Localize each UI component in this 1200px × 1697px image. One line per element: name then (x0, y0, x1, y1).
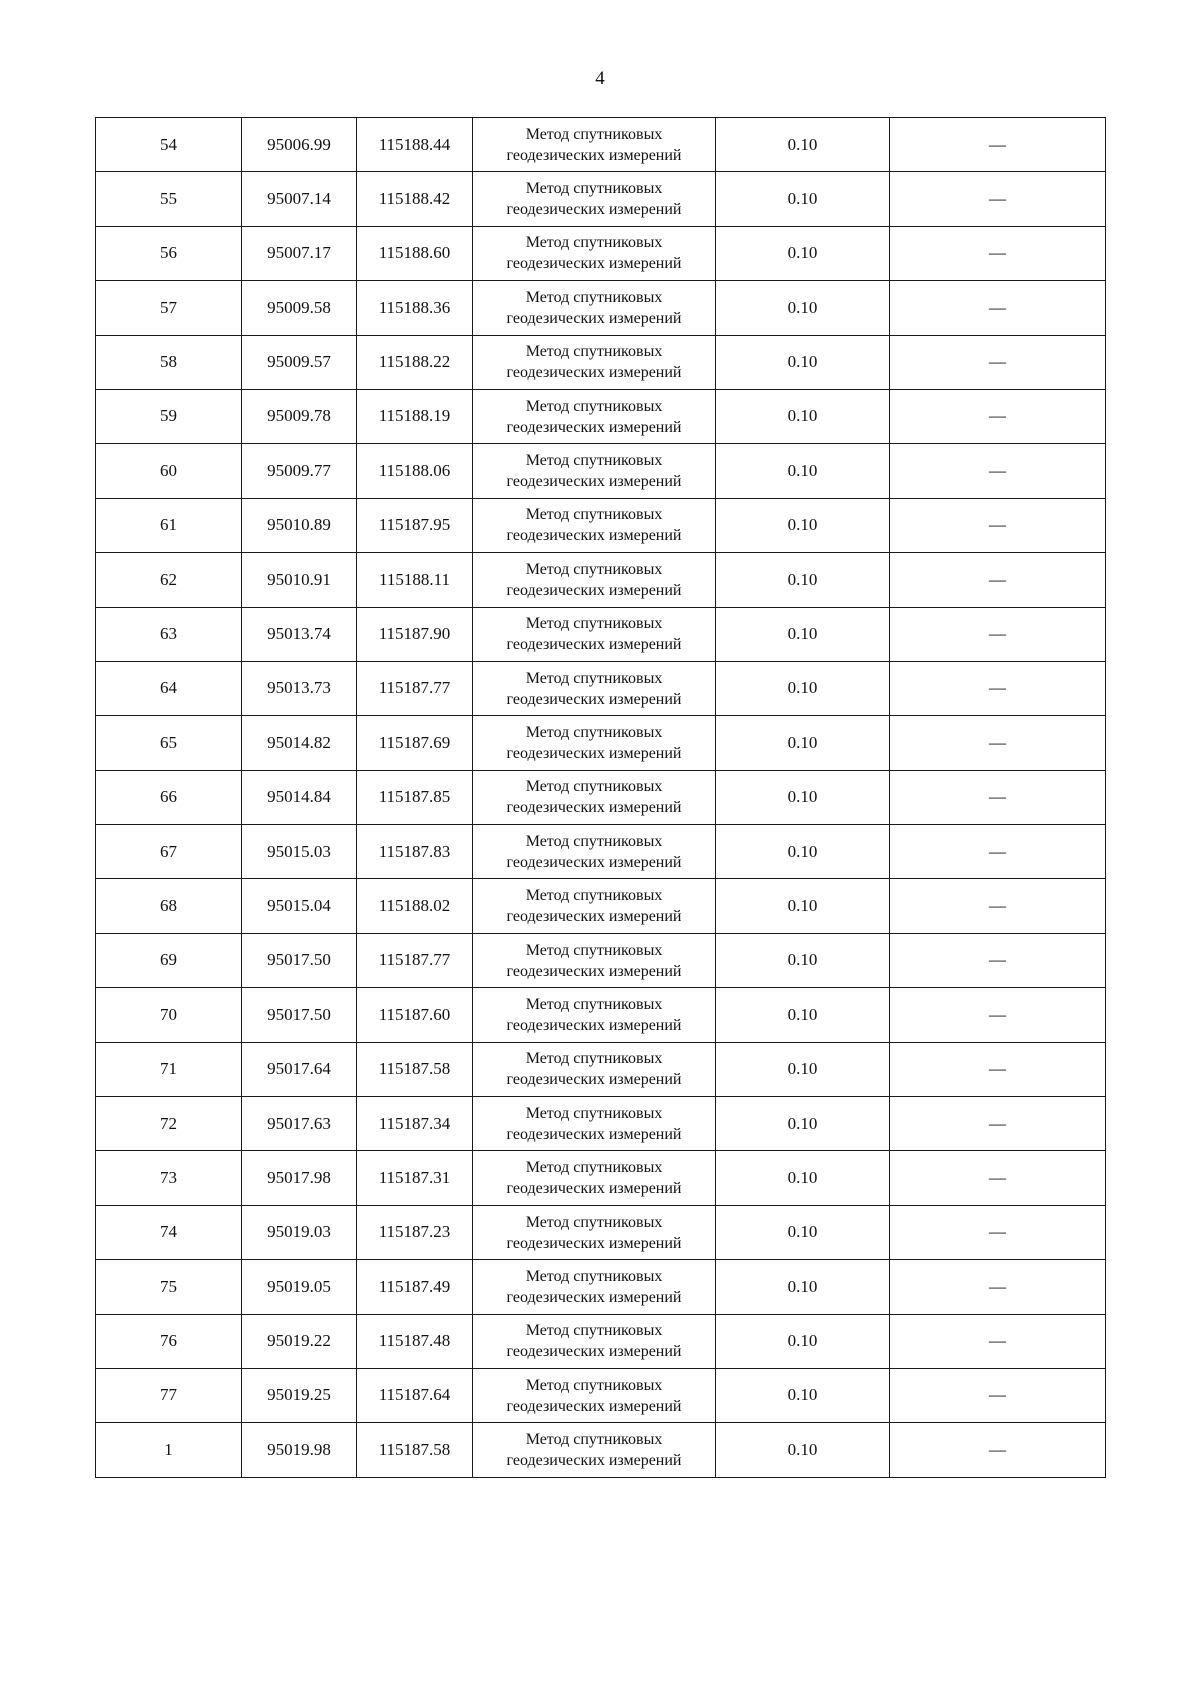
table-row (96, 281, 1106, 335)
method-cell (473, 498, 716, 552)
method-line-2: геодезических измерений (506, 799, 682, 817)
method-line-2: геодезических измерений (506, 908, 682, 926)
point-number-cell: 57 (96, 281, 242, 335)
description-cell: — (890, 988, 1106, 1042)
method-cell (473, 1368, 716, 1422)
table-row (96, 444, 1106, 498)
table-body (96, 118, 1106, 1478)
description-cell: — (890, 281, 1106, 335)
method-line-2: геодезических измерений (506, 1071, 682, 1089)
x-coordinate-cell: 95010.91 (242, 553, 357, 607)
accuracy-cell: 0.10 (716, 770, 890, 824)
point-number-cell: 56 (96, 226, 242, 280)
point-number-cell: 61 (96, 498, 242, 552)
method-line-1: Метод спутниковых (525, 887, 663, 905)
description-cell: — (890, 661, 1106, 715)
description-cell: — (890, 1151, 1106, 1205)
point-number-cell: 63 (96, 607, 242, 661)
point-number-cell: 75 (96, 1260, 242, 1314)
method-line-2: геодезических измерений (506, 1234, 682, 1252)
x-coordinate-cell: 95019.05 (242, 1260, 357, 1314)
table-row (96, 1042, 1106, 1096)
page-number: 4 (595, 68, 605, 89)
method-line-1: Метод спутниковых (525, 288, 663, 306)
method-line-2: геодезических измерений (506, 1397, 682, 1415)
x-coordinate-cell: 95006.99 (242, 118, 357, 172)
method-line-2: геодезических измерений (506, 744, 682, 762)
point-number-cell: 62 (96, 553, 242, 607)
table-row (96, 716, 1106, 770)
point-number-cell: 73 (96, 1151, 242, 1205)
accuracy-cell: 0.10 (716, 226, 890, 280)
accuracy-cell: 0.10 (716, 389, 890, 443)
method-cell (473, 118, 716, 172)
table-row (96, 825, 1106, 879)
y-coordinate-cell: 115187.64 (357, 1368, 473, 1422)
table-row (96, 118, 1106, 172)
y-coordinate-cell: 115187.34 (357, 1097, 473, 1151)
method-line-1: Метод спутниковых (525, 669, 663, 687)
method-line-2: геодезических измерений (506, 581, 682, 599)
table-row (96, 1097, 1106, 1151)
y-coordinate-cell: 115187.58 (357, 1042, 473, 1096)
description-cell: — (890, 1314, 1106, 1368)
method-line-2: геодезических измерений (506, 146, 682, 164)
method-line-1: Метод спутниковых (525, 343, 663, 361)
table-row (96, 770, 1106, 824)
table-row (96, 335, 1106, 389)
x-coordinate-cell: 95017.98 (242, 1151, 357, 1205)
accuracy-cell: 0.10 (716, 661, 890, 715)
x-coordinate-cell: 95014.82 (242, 716, 357, 770)
method-cell (473, 1042, 716, 1096)
method-line-1: Метод спутниковых (525, 1104, 663, 1122)
accuracy-cell: 0.10 (716, 825, 890, 879)
accuracy-cell: 0.10 (716, 607, 890, 661)
table-row (96, 1260, 1106, 1314)
x-coordinate-cell: 95014.84 (242, 770, 357, 824)
point-number-cell: 77 (96, 1368, 242, 1422)
method-cell (473, 988, 716, 1042)
accuracy-cell: 0.10 (716, 444, 890, 498)
method-line-1: Метод спутниковых (525, 560, 663, 578)
table-row (96, 1151, 1106, 1205)
description-cell: — (890, 172, 1106, 226)
accuracy-cell: 0.10 (716, 118, 890, 172)
method-cell (473, 1205, 716, 1259)
method-line-2: геодезических измерений (506, 201, 682, 219)
y-coordinate-cell: 115187.23 (357, 1205, 473, 1259)
accuracy-cell: 0.10 (716, 1042, 890, 1096)
y-coordinate-cell: 115187.31 (357, 1151, 473, 1205)
method-line-1: Метод спутниковых (525, 615, 663, 633)
method-line-1: Метод спутниковых (525, 234, 663, 252)
method-line-1: Метод спутниковых (525, 1267, 663, 1285)
x-coordinate-cell: 95009.78 (242, 389, 357, 443)
description-cell: — (890, 335, 1106, 389)
description-cell: — (890, 553, 1106, 607)
accuracy-cell: 0.10 (716, 281, 890, 335)
accuracy-cell: 0.10 (716, 1314, 890, 1368)
table-row (96, 1423, 1106, 1477)
table-row (96, 1314, 1106, 1368)
accuracy-cell: 0.10 (716, 1205, 890, 1259)
y-coordinate-cell: 115188.60 (357, 226, 473, 280)
description-cell: — (890, 1042, 1106, 1096)
point-number-cell: 71 (96, 1042, 242, 1096)
method-line-2: геодезических измерений (506, 1288, 682, 1306)
point-number-cell: 55 (96, 172, 242, 226)
accuracy-cell: 0.10 (716, 172, 890, 226)
method-line-2: геодезических измерений (506, 418, 682, 436)
table-row (96, 1368, 1106, 1422)
method-line-2: геодезических измерений (506, 1125, 682, 1143)
y-coordinate-cell: 115188.19 (357, 389, 473, 443)
table-row (96, 879, 1106, 933)
method-line-1: Метод спутниковых (525, 995, 663, 1013)
accuracy-cell: 0.10 (716, 933, 890, 987)
point-number-cell: 59 (96, 389, 242, 443)
point-number-cell: 67 (96, 825, 242, 879)
table-row (96, 226, 1106, 280)
table-row (96, 389, 1106, 443)
description-cell: — (890, 389, 1106, 443)
method-cell (473, 1097, 716, 1151)
point-number-cell: 70 (96, 988, 242, 1042)
y-coordinate-cell: 115187.49 (357, 1260, 473, 1314)
y-coordinate-cell: 115188.36 (357, 281, 473, 335)
table-row (96, 172, 1106, 226)
table-row (96, 498, 1106, 552)
x-coordinate-cell: 95019.98 (242, 1423, 357, 1477)
description-cell: — (890, 770, 1106, 824)
x-coordinate-cell: 95019.03 (242, 1205, 357, 1259)
point-number-cell: 54 (96, 118, 242, 172)
method-cell (473, 661, 716, 715)
method-line-1: Метод спутниковых (525, 1431, 663, 1449)
method-line-2: геодезических измерений (506, 1343, 682, 1361)
method-line-2: геодезических измерений (506, 853, 682, 871)
method-line-1: Метод спутниковых (525, 832, 663, 850)
table-row (96, 607, 1106, 661)
method-line-2: геодезических измерений (506, 1180, 682, 1198)
y-coordinate-cell: 115187.69 (357, 716, 473, 770)
point-number-cell: 65 (96, 716, 242, 770)
method-line-1: Метод спутниковых (525, 180, 663, 198)
x-coordinate-cell: 95017.64 (242, 1042, 357, 1096)
x-coordinate-cell: 95019.22 (242, 1314, 357, 1368)
x-coordinate-cell: 95007.14 (242, 172, 357, 226)
method-line-1: Метод спутниковых (525, 723, 663, 741)
method-line-2: геодезических измерений (506, 1452, 682, 1470)
table-row (96, 1205, 1106, 1259)
method-line-2: геодезических измерений (506, 1016, 682, 1034)
y-coordinate-cell: 115188.02 (357, 879, 473, 933)
method-cell (473, 716, 716, 770)
method-line-1: Метод спутниковых (525, 1213, 663, 1231)
method-line-2: геодезических измерений (506, 255, 682, 273)
y-coordinate-cell: 115187.85 (357, 770, 473, 824)
x-coordinate-cell: 95019.25 (242, 1368, 357, 1422)
x-coordinate-cell: 95015.04 (242, 879, 357, 933)
y-coordinate-cell: 115188.06 (357, 444, 473, 498)
point-number-cell: 64 (96, 661, 242, 715)
coordinates-table (95, 117, 1106, 1478)
description-cell: — (890, 716, 1106, 770)
x-coordinate-cell: 95017.63 (242, 1097, 357, 1151)
method-line-2: геодезических измерений (506, 473, 682, 491)
point-number-cell: 74 (96, 1205, 242, 1259)
method-line-1: Метод спутниковых (525, 125, 663, 143)
method-cell (473, 1151, 716, 1205)
description-cell: — (890, 607, 1106, 661)
description-cell: — (890, 1097, 1106, 1151)
accuracy-cell: 0.10 (716, 1260, 890, 1314)
y-coordinate-cell: 115187.60 (357, 988, 473, 1042)
method-cell (473, 389, 716, 443)
point-number-cell: 76 (96, 1314, 242, 1368)
y-coordinate-cell: 115187.95 (357, 498, 473, 552)
y-coordinate-cell: 115187.83 (357, 825, 473, 879)
y-coordinate-cell: 115188.22 (357, 335, 473, 389)
point-number-cell: 68 (96, 879, 242, 933)
method-line-1: Метод спутниковых (525, 778, 663, 796)
method-cell (473, 1423, 716, 1477)
y-coordinate-cell: 115187.48 (357, 1314, 473, 1368)
x-coordinate-cell: 95009.58 (242, 281, 357, 335)
point-number-cell: 69 (96, 933, 242, 987)
method-cell (473, 607, 716, 661)
point-number-cell: 1 (96, 1423, 242, 1477)
method-line-1: Метод спутниковых (525, 1376, 663, 1394)
method-line-2: геодезических измерений (506, 962, 682, 980)
description-cell: — (890, 1205, 1106, 1259)
description-cell: — (890, 118, 1106, 172)
y-coordinate-cell: 115188.44 (357, 118, 473, 172)
x-coordinate-cell: 95017.50 (242, 988, 357, 1042)
accuracy-cell: 0.10 (716, 335, 890, 389)
y-coordinate-cell: 115187.58 (357, 1423, 473, 1477)
method-cell (473, 770, 716, 824)
method-line-2: геодезических измерений (506, 690, 682, 708)
method-line-1: Метод спутниковых (525, 452, 663, 470)
accuracy-cell: 0.10 (716, 716, 890, 770)
x-coordinate-cell: 95009.57 (242, 335, 357, 389)
method-cell (473, 1314, 716, 1368)
y-coordinate-cell: 115187.77 (357, 661, 473, 715)
method-cell (473, 335, 716, 389)
description-cell: — (890, 444, 1106, 498)
method-line-2: геодезических измерений (506, 309, 682, 327)
y-coordinate-cell: 115188.11 (357, 553, 473, 607)
method-cell (473, 281, 716, 335)
description-cell: — (890, 933, 1106, 987)
method-cell (473, 553, 716, 607)
method-cell (473, 825, 716, 879)
point-number-cell: 72 (96, 1097, 242, 1151)
point-number-cell: 60 (96, 444, 242, 498)
method-line-1: Метод спутниковых (525, 397, 663, 415)
x-coordinate-cell: 95013.73 (242, 661, 357, 715)
table-row (96, 553, 1106, 607)
accuracy-cell: 0.10 (716, 498, 890, 552)
accuracy-cell: 0.10 (716, 553, 890, 607)
x-coordinate-cell: 95017.50 (242, 933, 357, 987)
method-cell (473, 933, 716, 987)
method-line-2: геодезических измерений (506, 527, 682, 545)
method-cell (473, 1260, 716, 1314)
accuracy-cell: 0.10 (716, 1097, 890, 1151)
y-coordinate-cell: 115187.77 (357, 933, 473, 987)
point-number-cell: 58 (96, 335, 242, 389)
method-line-1: Метод спутниковых (525, 1159, 663, 1177)
y-coordinate-cell: 115187.90 (357, 607, 473, 661)
x-coordinate-cell: 95007.17 (242, 226, 357, 280)
description-cell: — (890, 498, 1106, 552)
method-line-1: Метод спутниковых (525, 506, 663, 524)
accuracy-cell: 0.10 (716, 1423, 890, 1477)
method-line-2: геодезических измерений (506, 636, 682, 654)
method-cell (473, 172, 716, 226)
description-cell: — (890, 1260, 1106, 1314)
description-cell: — (890, 879, 1106, 933)
point-number-cell: 66 (96, 770, 242, 824)
method-line-1: Метод спутниковых (525, 1050, 663, 1068)
table-row (96, 661, 1106, 715)
method-cell (473, 444, 716, 498)
method-line-2: геодезических измерений (506, 364, 682, 382)
description-cell: — (890, 825, 1106, 879)
accuracy-cell: 0.10 (716, 988, 890, 1042)
accuracy-cell: 0.10 (716, 1368, 890, 1422)
x-coordinate-cell: 95015.03 (242, 825, 357, 879)
table-row (96, 933, 1106, 987)
accuracy-cell: 0.10 (716, 1151, 890, 1205)
y-coordinate-cell: 115188.42 (357, 172, 473, 226)
accuracy-cell: 0.10 (716, 879, 890, 933)
x-coordinate-cell: 95010.89 (242, 498, 357, 552)
table-row (96, 988, 1106, 1042)
method-line-1: Метод спутниковых (525, 1322, 663, 1340)
x-coordinate-cell: 95013.74 (242, 607, 357, 661)
method-cell (473, 879, 716, 933)
method-line-1: Метод спутниковых (525, 941, 663, 959)
description-cell: — (890, 1368, 1106, 1422)
description-cell: — (890, 226, 1106, 280)
description-cell: — (890, 1423, 1106, 1477)
x-coordinate-cell: 95009.77 (242, 444, 357, 498)
method-cell (473, 226, 716, 280)
